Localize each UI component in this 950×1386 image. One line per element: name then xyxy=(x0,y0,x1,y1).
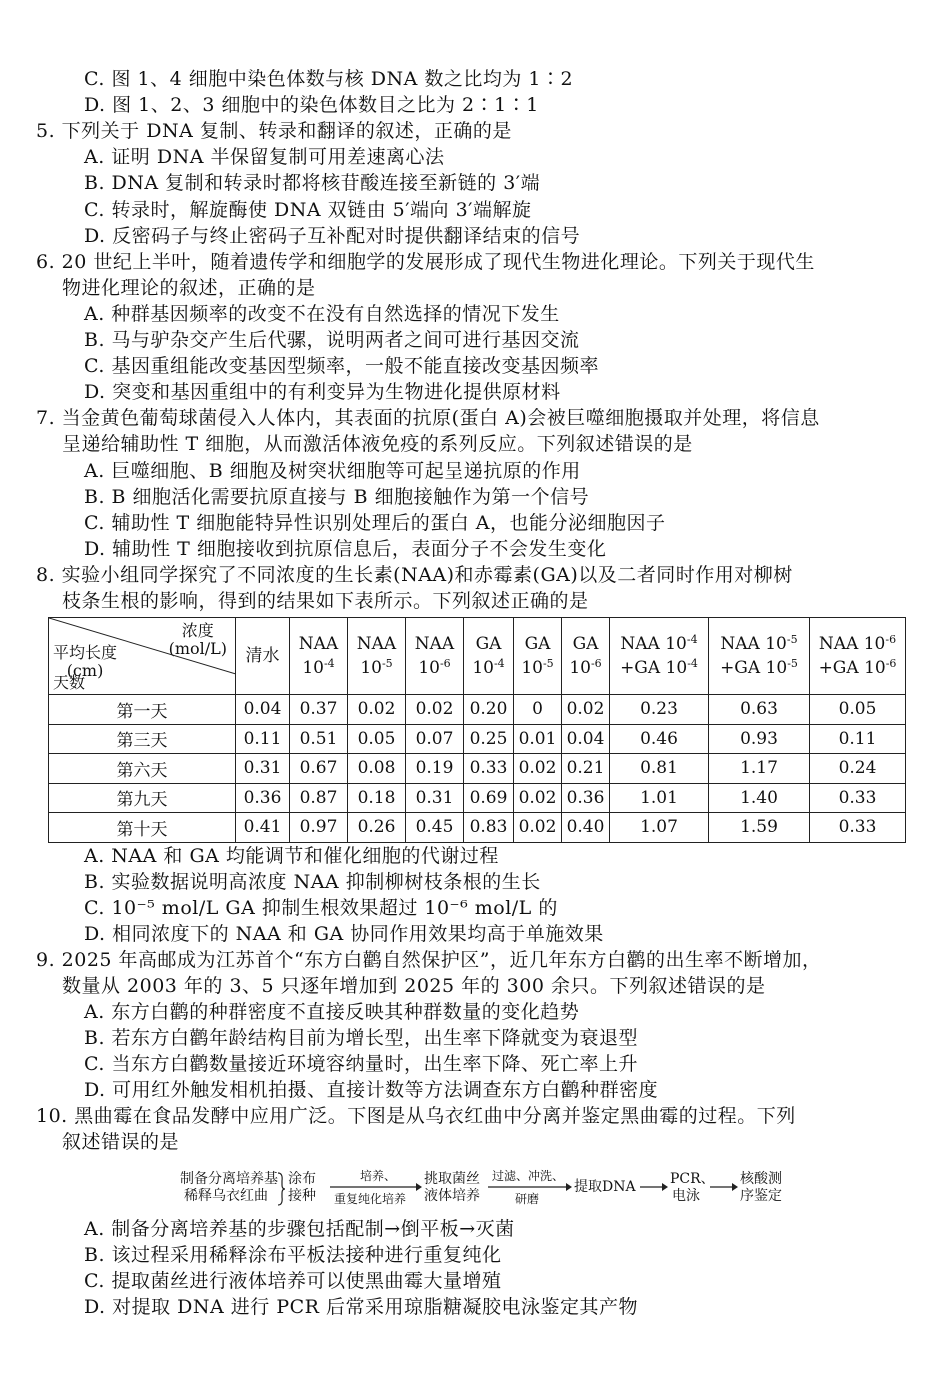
value-cell: 0.02 xyxy=(514,754,562,784)
value-cell: 0.04 xyxy=(562,724,610,754)
value-cell: 0.08 xyxy=(348,754,406,784)
flow-step-4: 提取DNA xyxy=(574,1179,636,1195)
table-row xyxy=(49,813,906,843)
answer-option: D. 辅助性 T 细胞接收到抗原信息后，表面分子不会发生变化 xyxy=(84,537,607,560)
flow-step-5b: 电泳 xyxy=(672,1188,700,1204)
day-cell: 第三天 xyxy=(49,724,236,754)
question-text: 呈递给辅助性 T 细胞，从而激活体液免疫的系列反应。下列叙述错误的是 xyxy=(62,433,693,456)
answer-option: D. 对提取 DNA 进行 PCR 后常采用琼脂糖凝胶电泳鉴定其产物 xyxy=(84,1296,639,1318)
value-cell: 0.23 xyxy=(610,695,709,725)
day-cell: 第六天 xyxy=(49,754,236,784)
answer-option: A. 东方白鹳的种群密度不直接反映其种群数量的变化趋势 xyxy=(84,1001,580,1023)
answer-option: A. 制备分离培养基的步骤包括配制→倒平板→灭菌 xyxy=(84,1218,515,1240)
column-header: NAA $10^{-6}$ xyxy=(406,618,464,695)
value-cell: 1.17 xyxy=(709,754,810,784)
question-text: 10. 黑曲霉在食品发酵中应用广泛。下图是从乌衣红曲中分离并鉴定黑曲霉的过程。下列 xyxy=(36,1105,796,1127)
answer-option: D. 可用红外触发相机拍摄、直接计数等方法调查东方白鹳种群密度 xyxy=(84,1079,659,1101)
day-cell: 第九天 xyxy=(49,783,236,813)
value-cell: 0.02 xyxy=(348,695,406,725)
answer-option: A. NAA 和 GA 均能调节和催化细胞的代谢过程 xyxy=(84,845,499,867)
value-cell: 0.01 xyxy=(514,724,562,754)
column-header: 清水 xyxy=(236,618,290,695)
table-row xyxy=(49,695,906,725)
value-cell: 0.24 xyxy=(810,754,906,784)
value-cell: 0.25 xyxy=(464,724,514,754)
arrow-icon-2 xyxy=(488,1182,572,1192)
value-cell: 0.37 xyxy=(290,695,348,725)
arrow-icon-4 xyxy=(710,1182,738,1192)
day-cell: 第十天 xyxy=(49,813,236,843)
table-row xyxy=(49,724,906,754)
column-header: NAA $10^{-4}$ xyxy=(290,618,348,695)
question-text: 9. 2025 年高邮成为江苏首个“东方白鹳自然保护区”，近几年东方白鹳的出生率不断增加， xyxy=(36,949,822,971)
question-text: 5. 下列关于 DNA 复制、转录和翻译的叙述，正确的是 xyxy=(36,120,512,143)
corner-label-length: 平均长度 (cm) xyxy=(53,643,118,680)
flow-step-6b: 序鉴定 xyxy=(740,1188,782,1204)
flow-step-5a: PCR、 xyxy=(670,1171,715,1187)
column-header: GA $10^{-5}$ xyxy=(514,618,562,695)
column-header: NAA $10^{-6}$ +GA $10^{-6}$ xyxy=(810,618,906,695)
table-row xyxy=(49,754,906,784)
value-cell: 0.45 xyxy=(406,813,464,843)
answer-option: B. 马与驴杂交产生后代骡，说明两者之间可进行基因交流 xyxy=(84,329,580,351)
answer-option: A. 证明 DNA 半保留复制可用差速离心法 xyxy=(84,146,445,169)
value-cell: 0.41 xyxy=(236,813,290,843)
flow-step-1: 制备分离培养基 xyxy=(180,1171,278,1187)
value-cell: 0.11 xyxy=(810,724,906,754)
value-cell: 0.69 xyxy=(464,783,514,813)
value-cell: 0.33 xyxy=(810,783,906,813)
process-flowchart xyxy=(170,1168,790,1210)
value-cell: 0.02 xyxy=(514,813,562,843)
question-text: 数量从 2003 年的 3、5 只逐年增加到 2025 年的 300 余只。下列叙述错误的是 xyxy=(62,975,766,997)
value-cell: 0.93 xyxy=(709,724,810,754)
flow-step-2a: 涂布 xyxy=(288,1171,316,1187)
value-cell: 0.05 xyxy=(810,695,906,725)
day-cell: 第一天 xyxy=(49,695,236,725)
answer-option: D. 相同浓度下的 NAA 和 GA 协同作用效果均高于单施效果 xyxy=(84,923,604,945)
answer-option: C. 基因重组能改变基因型频率，一般不能直接改变基因频率 xyxy=(84,355,599,378)
value-cell: 0.02 xyxy=(406,695,464,725)
value-cell: 0.67 xyxy=(290,754,348,784)
answer-option: C. 辅助性 T 细胞能特异性识别处理后的蛋白 A，也能分泌细胞因子 xyxy=(84,511,666,534)
value-cell: 0.04 xyxy=(236,695,290,725)
arrow-icon-1 xyxy=(330,1182,422,1192)
question-text: 6. 20 世纪上半叶，随着遗传学和细胞学的发展形成了现代生物进化理论。下列关于现代生 xyxy=(36,250,815,273)
value-cell: 1.40 xyxy=(709,783,810,813)
flow-step-3a: 挑取菌丝 xyxy=(424,1171,480,1187)
flow-arrow-2-bottom: 研磨 xyxy=(515,1192,540,1206)
value-cell: 0.40 xyxy=(562,813,610,843)
answer-option: B. B 细胞活化需要抗原直接与 B 细胞接触作为第一个信号 xyxy=(84,485,590,508)
answer-option: D. 图 1、2、3 细胞中的染色体数目之比为 2∶1∶1 xyxy=(84,94,539,117)
value-cell: 0 xyxy=(514,695,562,725)
answer-option: C. 提取菌丝进行液体培养可以使黑曲霉大量增殖 xyxy=(84,1270,502,1292)
value-cell: 0.33 xyxy=(464,754,514,784)
value-cell: 0.05 xyxy=(348,724,406,754)
value-cell: 0.36 xyxy=(236,783,290,813)
question-text: 叙述错误的是 xyxy=(62,1131,180,1153)
column-header: NAA $10^{-5}$ xyxy=(348,618,406,695)
value-cell: 0.63 xyxy=(709,695,810,725)
value-cell: 0.20 xyxy=(464,695,514,725)
brace-icon xyxy=(276,1171,286,1207)
flow-step-1b: 稀释乌衣红曲 xyxy=(184,1188,268,1204)
value-cell: 0.07 xyxy=(406,724,464,754)
answer-option: B. 实验数据说明高浓度 NAA 抑制柳树枝条根的生长 xyxy=(84,871,541,893)
table-row xyxy=(49,783,906,813)
corner-label-concentration: 浓度 (mol/L) xyxy=(168,621,227,658)
flow-arrow-2-top: 过滤、冲洗、 xyxy=(492,1169,565,1183)
value-cell: 0.18 xyxy=(348,783,406,813)
value-cell: 0.81 xyxy=(610,754,709,784)
answer-option: C. 转录时，解旋酶使 DNA 双链由 5′端向 3′端解旋 xyxy=(84,198,532,221)
answer-option: A. 种群基因频率的改变不在没有自然选择的情况下发生 xyxy=(84,302,560,325)
question-text: 8. 实验小组同学探究了不同浓度的生长素(NAA)和赤霉素(GA)以及二者同时作用对柳树 xyxy=(36,563,793,586)
value-cell: 0.33 xyxy=(810,813,906,843)
value-cell: 0.97 xyxy=(290,813,348,843)
value-cell: 0.83 xyxy=(464,813,514,843)
value-cell: 0.21 xyxy=(562,754,610,784)
value-cell: 0.31 xyxy=(236,754,290,784)
value-cell: 0.02 xyxy=(562,695,610,725)
flow-arrow-1-bottom: 重复纯化培养 xyxy=(334,1192,407,1206)
column-header: GA $10^{-4}$ xyxy=(464,618,514,695)
table-header-row xyxy=(49,618,906,695)
answer-option: C. 图 1、4 细胞中染色体数与核 DNA 数之比均为 1∶2 xyxy=(84,68,574,90)
value-cell: 0.46 xyxy=(610,724,709,754)
answer-option: D. 突变和基因重组中的有利变异为生物进化提供原材料 xyxy=(84,381,561,404)
answer-option: C. 当东方白鹳数量接近环境容纳量时，出生率下降、死亡率上升 xyxy=(84,1053,638,1075)
answer-option: B. DNA 复制和转录时都将核苷酸连接至新链的 3′端 xyxy=(84,172,541,195)
value-cell: 0.02 xyxy=(514,783,562,813)
value-cell: 0.51 xyxy=(290,724,348,754)
flow-step-6a: 核酸测 xyxy=(740,1171,782,1187)
value-cell: 1.59 xyxy=(709,813,810,843)
answer-option: A. 巨噬细胞、B 细胞及树突状细胞等可起呈递抗原的作用 xyxy=(84,459,581,482)
answer-option: C. 10⁻⁵ mol/L GA 抑制生根效果超过 10⁻⁶ mol/L 的 xyxy=(84,897,558,919)
results-table xyxy=(48,617,906,843)
value-cell: 0.26 xyxy=(348,813,406,843)
question-text: 物进化理论的叙述，正确的是 xyxy=(62,276,316,299)
value-cell: 1.01 xyxy=(610,783,709,813)
value-cell: 0.11 xyxy=(236,724,290,754)
column-header: NAA $10^{-4}$ +GA $10^{-4}$ xyxy=(610,618,709,695)
value-cell: 0.87 xyxy=(290,783,348,813)
value-cell: 0.19 xyxy=(406,754,464,784)
value-cell: 1.07 xyxy=(610,813,709,843)
value-cell: 0.36 xyxy=(562,783,610,813)
value-cell: 0.31 xyxy=(406,783,464,813)
column-header: GA $10^{-6}$ xyxy=(562,618,610,695)
flow-arrow-1-top: 培养、 xyxy=(360,1169,397,1183)
flow-step-2b: 接种 xyxy=(288,1188,316,1204)
column-header: NAA $10^{-5}$ +GA $10^{-5}$ xyxy=(709,618,810,695)
arrow-icon-3 xyxy=(640,1182,668,1192)
flow-step-3b: 液体培养 xyxy=(424,1188,480,1204)
question-text: 枝条生根的影响，得到的结果如下表所示。下列叙述正确的是 xyxy=(62,590,589,612)
answer-option: B. 该过程采用稀释涂布平板法接种进行重复纯化 xyxy=(84,1244,502,1266)
corner-label-days: 天数 xyxy=(53,673,86,692)
question-text: 7. 当金黄色葡萄球菌侵入人体内，其表面的抗原(蛋白 A)会被巨噬细胞摄取并处理，将信息 xyxy=(36,407,820,430)
table-corner-cell xyxy=(49,618,236,695)
answer-option: B. 若东方白鹳年龄结构目前为增长型，出生率下降就变为衰退型 xyxy=(84,1027,639,1049)
answer-option: D. 反密码子与终止密码子互补配对时提供翻译结束的信号 xyxy=(84,224,581,247)
